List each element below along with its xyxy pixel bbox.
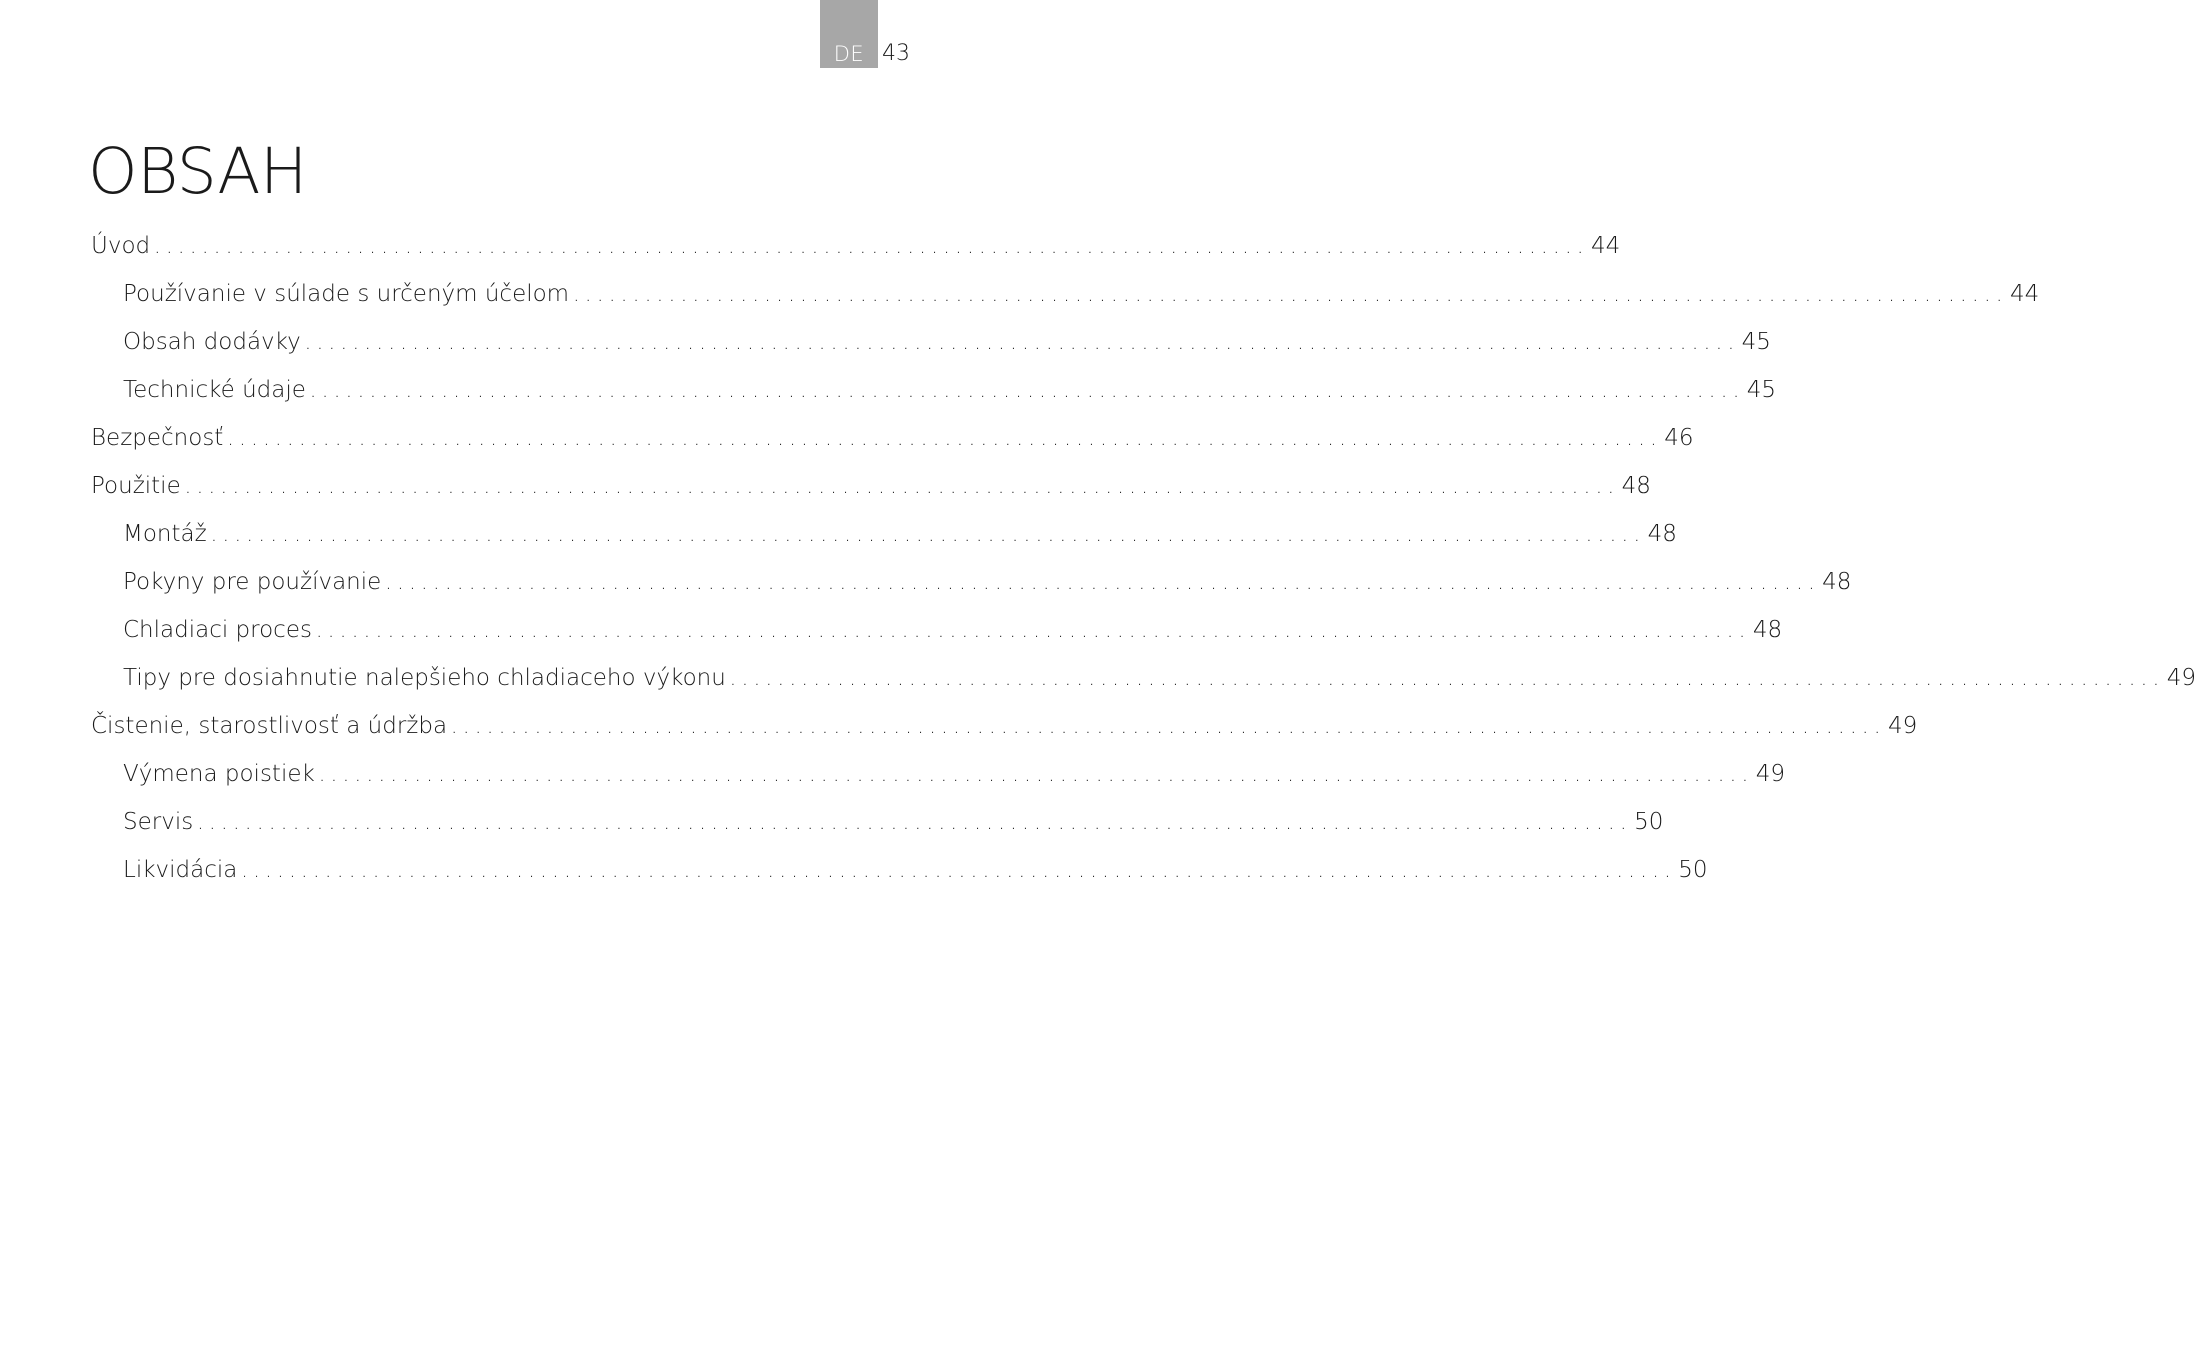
toc-entry-title: Montáž xyxy=(123,521,207,547)
toc-leader-dots: ........................................................................................................................ xyxy=(241,858,1677,882)
toc-entry-page: 50 xyxy=(1678,857,1708,883)
toc-entry-uvod[interactable] xyxy=(91,229,1621,277)
toc-leader-dots: ........................................................................................................................ xyxy=(154,234,1590,258)
toc-entry-page: 46 xyxy=(1664,425,1694,451)
toc-entry-technicke-udaje[interactable] xyxy=(91,373,1777,421)
toc-entry-title: Pokyny pre používanie xyxy=(123,569,382,595)
toc-entry-page: 48 xyxy=(1621,473,1651,499)
table-of-contents xyxy=(91,229,2196,901)
toc-entry-servis[interactable] xyxy=(91,805,1664,853)
toc-entry-page: 48 xyxy=(1822,569,1852,595)
toc-entry-likvidacia[interactable] xyxy=(91,853,1708,901)
toc-entry-page: 49 xyxy=(1887,713,1918,739)
toc-leader-dots: ........................................................................................................................ xyxy=(304,330,1740,354)
language-tab-label: DE xyxy=(833,42,865,66)
toc-entry-title: Likvidácia xyxy=(123,857,238,883)
toc-entry-page: 45 xyxy=(1741,329,1771,355)
toc-entry-vymena-poistiek[interactable] xyxy=(91,757,1785,805)
toc-entry-title: Výmena poistiek xyxy=(123,761,315,787)
page-number: 43 xyxy=(882,41,910,66)
toc-entry-title: Použitie xyxy=(91,473,181,499)
toc-entry-bezpecnost[interactable] xyxy=(91,421,1694,469)
toc-entry-page: 44 xyxy=(2009,281,2040,307)
toc-entry-tipy[interactable] xyxy=(91,661,2196,709)
toc-entry-page: 45 xyxy=(1746,377,1777,403)
toc-leader-dots: ........................................................................................................................ xyxy=(385,570,1821,594)
toc-leader-dots: ........................................................................................................................ xyxy=(729,666,2165,690)
toc-entry-pouzitie[interactable] xyxy=(91,469,1651,517)
toc-entry-title: Chladiaci proces xyxy=(123,617,312,643)
toc-entry-page: 48 xyxy=(1647,521,1677,547)
toc-entry-page: 50 xyxy=(1634,809,1664,835)
toc-leader-dots: ........................................................................................................................ xyxy=(227,426,1663,450)
toc-entry-chladiaci-proces[interactable] xyxy=(91,613,1783,661)
toc-entry-title: Tipy pre dosiahnutie nalepšieho chladiaceho výkonu xyxy=(123,665,726,691)
toc-entry-title: Používanie v súlade s určeným účelom xyxy=(123,281,570,307)
toc-entry-title: Technické údaje xyxy=(123,377,306,403)
toc-entry-page: 44 xyxy=(1591,233,1621,259)
toc-leader-dots: ........................................................................................................................ xyxy=(318,762,1754,786)
toc-entry-montaz[interactable] xyxy=(91,517,1677,565)
toc-leader-dots: ........................................................................................................................ xyxy=(309,378,1745,402)
toc-entry-title: Čistenie, starostlivosť a údržba xyxy=(91,713,448,739)
toc-entry-title: Obsah dodávky xyxy=(123,329,301,355)
toc-entry-title: Bezpečnosť xyxy=(91,425,224,451)
toc-entry-pouzivanie[interactable] xyxy=(91,277,2040,325)
toc-entry-title: Servis xyxy=(123,809,194,835)
page-title: OBSAH xyxy=(88,135,307,208)
toc-entry-cistenie[interactable] xyxy=(91,709,1918,757)
toc-entry-obsah-dodavky[interactable] xyxy=(91,325,1771,373)
toc-entry-page: 49 xyxy=(2166,665,2196,691)
toc-leader-dots: ........................................................................................................................ xyxy=(184,474,1620,498)
toc-leader-dots: ........................................................................................................................ xyxy=(451,714,1886,738)
toc-leader-dots: ........................................................................................................................ xyxy=(210,522,1646,546)
toc-entry-page: 49 xyxy=(1755,761,1785,787)
toc-entry-title: Úvod xyxy=(91,233,151,259)
language-tab xyxy=(820,0,878,68)
toc-entry-pokyny[interactable] xyxy=(91,565,1852,613)
toc-leader-dots: ........................................................................................................................ xyxy=(573,282,2008,306)
toc-entry-page: 48 xyxy=(1752,617,1783,643)
toc-leader-dots: ........................................................................................................................ xyxy=(315,618,1751,642)
toc-leader-dots: ........................................................................................................................ xyxy=(197,810,1633,834)
